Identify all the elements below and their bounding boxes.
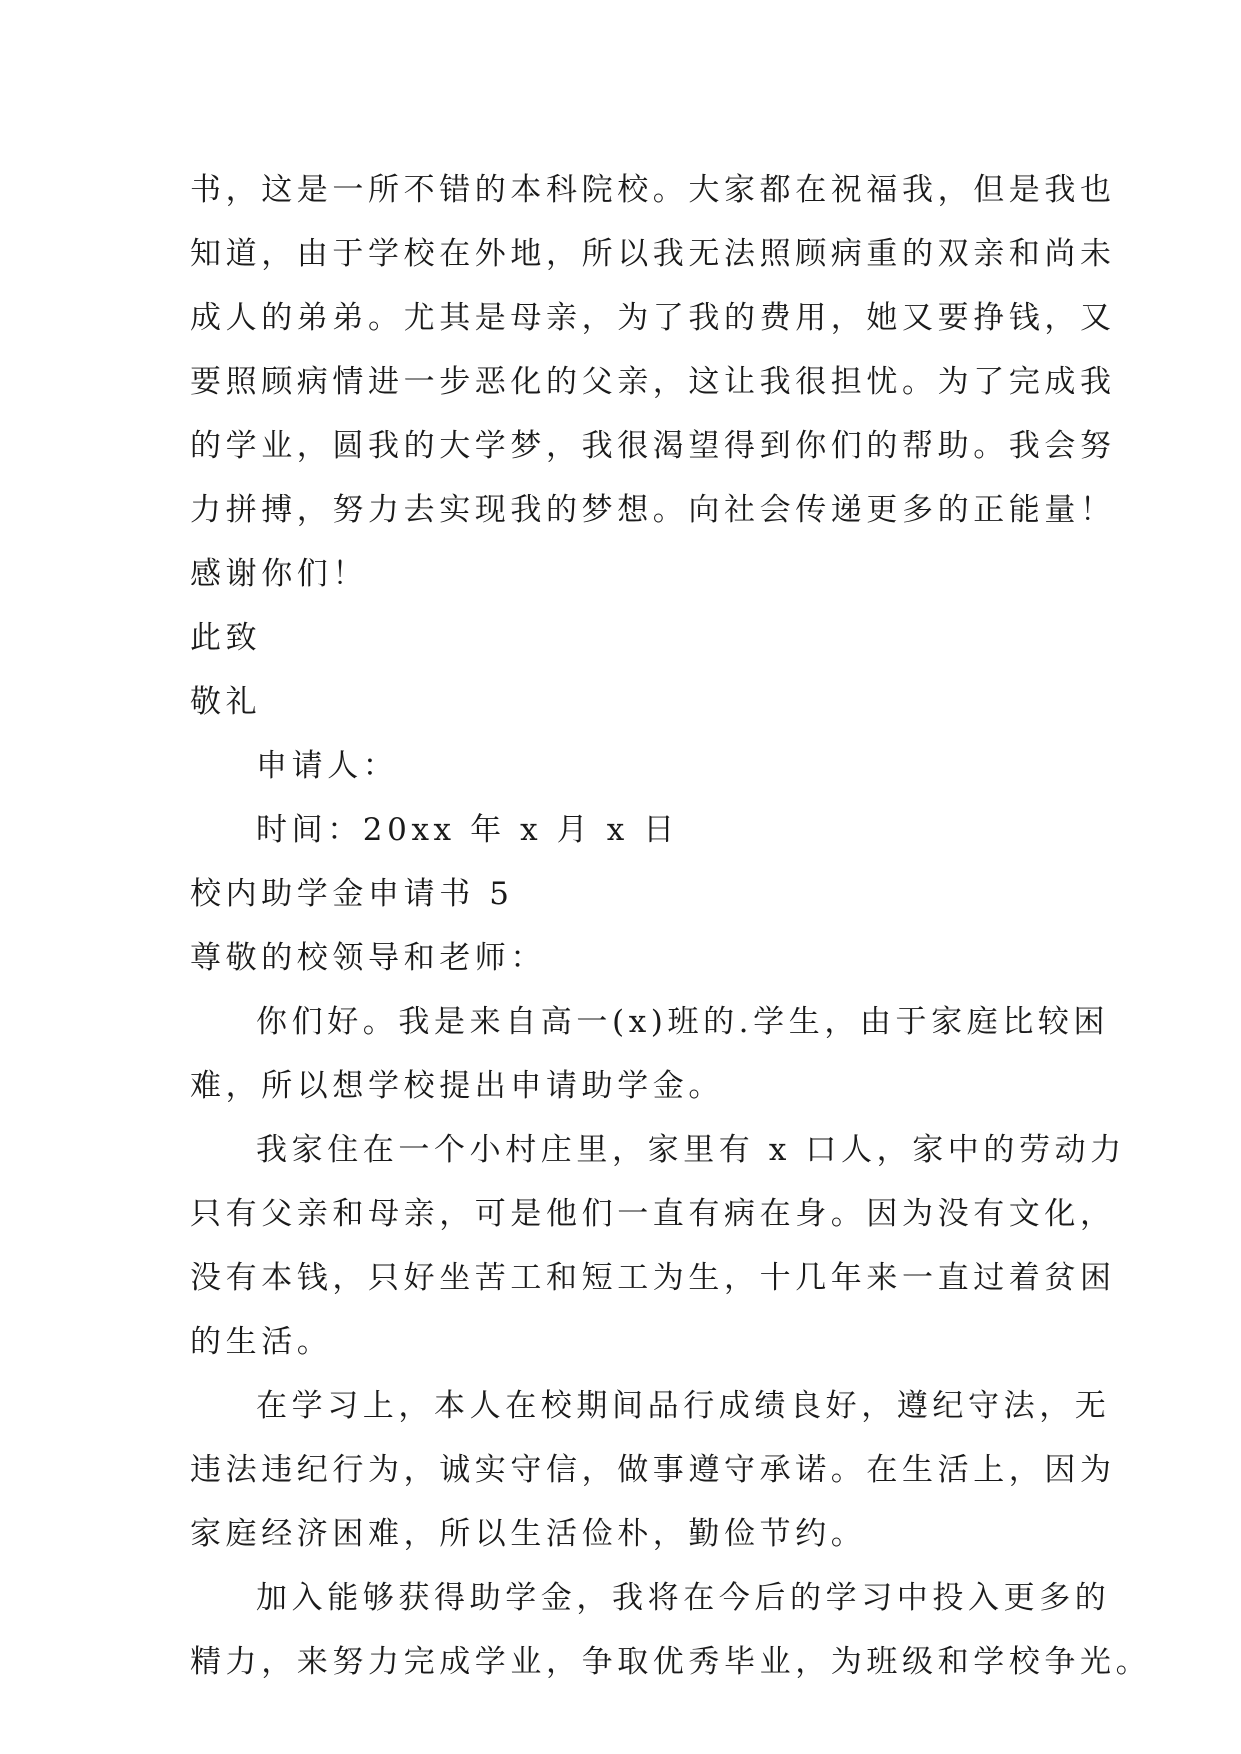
closing-regards: 敬礼 <box>190 684 262 720</box>
text-line: 家庭经济困难，所以生活俭朴，勤俭节约。 <box>190 1516 867 1552</box>
document-body <box>190 158 1152 1694</box>
text-line: 难，所以想学校提出申请助学金。 <box>190 1068 724 1104</box>
paragraph-start: 我家住在一个小村庄里，家里有 x 口人，家中的劳动力 <box>256 1132 1126 1168</box>
text-line: 的生活。 <box>190 1324 333 1360</box>
text-line: 知道，由于学校在外地，所以我无法照顾病重的双亲和尚未 <box>190 236 1116 272</box>
text-line: 只有父亲和母亲，可是他们一直有病在身。因为没有文化， <box>190 1196 1116 1232</box>
text-line: 书，这是一所不错的本科院校。大家都在祝福我，但是我也 <box>190 172 1116 208</box>
date-line: 时间：20xx 年 x 月 x 日 <box>256 812 679 848</box>
text-line: 精力，来努力完成学业，争取优秀毕业，为班级和学校争光。 <box>190 1644 1152 1680</box>
text-line: 感谢你们！ <box>190 556 368 592</box>
paragraph-start: 在学习上，本人在校期间品行成绩良好，遵纪守法，无 <box>256 1388 1111 1424</box>
text-line: 的学业，圆我的大学梦，我很渴望得到你们的帮助。我会努 <box>190 428 1116 464</box>
text-line: 违法违纪行为，诚实守信，做事遵守承诺。在生活上，因为 <box>190 1452 1116 1488</box>
text-line: 力拼搏，努力去实现我的梦想。向社会传递更多的正能量！ <box>190 492 1116 528</box>
greeting: 尊敬的校领导和老师： <box>190 940 546 976</box>
applicant-label: 申请人： <box>256 748 399 784</box>
paragraph-start: 加入能够获得助学金，我将在今后的学习中投入更多的 <box>256 1580 1111 1616</box>
text-line: 没有本钱，只好坐苦工和短工为生，十几年来一直过着贫困 <box>190 1260 1116 1296</box>
text-line: 成人的弟弟。尤其是母亲，为了我的费用，她又要挣钱，又 <box>190 300 1116 336</box>
closing-salutation: 此致 <box>190 620 262 656</box>
text-line: 要照顾病情进一步恶化的父亲，这让我很担忧。为了完成我 <box>190 364 1116 400</box>
paragraph-start: 你们好。我是来自高一(x)班的.学生，由于家庭比较困 <box>256 1004 1110 1040</box>
section-title: 校内助学金申请书 5 <box>190 876 514 912</box>
